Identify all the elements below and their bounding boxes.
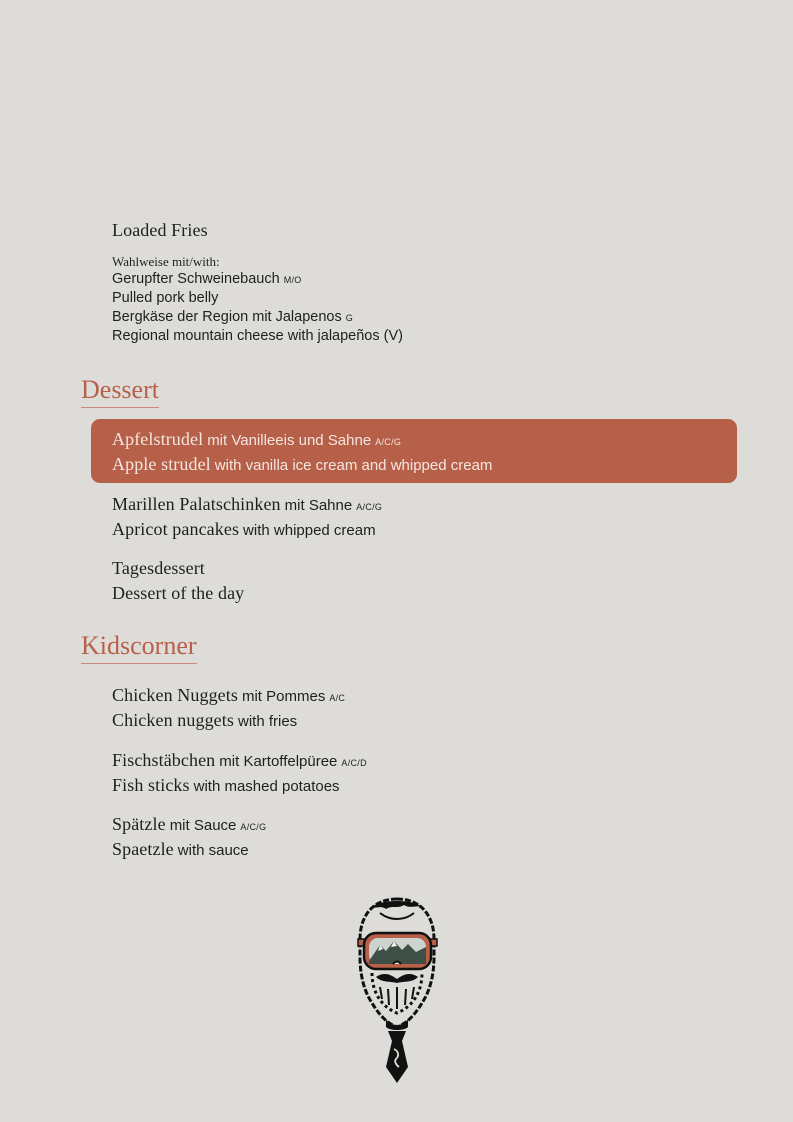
dessert-item-de: Apfelstrudel mit Vanilleeis und Sahne A/C/G bbox=[112, 429, 402, 449]
kids-item-en: Fish sticks with mashed potatoes bbox=[112, 775, 340, 795]
dessert-item-de: Marillen Palatschinken mit Sahne A/C/G bbox=[112, 494, 383, 514]
loaded-fries-option: Regional mountain cheese with jalapeños (V) bbox=[112, 328, 403, 344]
loaded-fries-name: Loaded Fries bbox=[112, 220, 208, 240]
allergen-code: A/C bbox=[329, 693, 346, 703]
allergen-code: A/C/G bbox=[356, 502, 383, 512]
loaded-fries-options-label: Wahlweise mit/with: bbox=[112, 254, 220, 269]
kids-item-en: Spaetzle with sauce bbox=[112, 839, 249, 859]
dessert-item-en: Dessert of the day bbox=[112, 583, 245, 603]
kidscorner-section-title: Kidscorner bbox=[81, 631, 197, 664]
kids-item-de: Chicken Nuggets mit Pommes A/C bbox=[112, 685, 346, 705]
allergen-code: M/O bbox=[283, 275, 302, 285]
allergen-code: A/C/G bbox=[240, 822, 267, 832]
kids-item-de: Fischstäbchen mit Kartoffelpüree A/C/D bbox=[112, 750, 367, 770]
dessert-item-en: Apple strudel with vanilla ice cream and whipped cream bbox=[112, 454, 493, 474]
loaded-fries-option: Bergkäse der Region mit Jalapenos G bbox=[112, 309, 354, 325]
loaded-fries-option: Gerupfter Schweinebauch M/O bbox=[112, 271, 302, 287]
allergen-code: G bbox=[345, 313, 354, 323]
kids-item-en: Chicken nuggets with fries bbox=[112, 710, 298, 730]
dessert-item-en: Apricot pancakes with whipped cream bbox=[112, 519, 376, 539]
kids-item-de: Spätzle mit Sauce A/C/G bbox=[112, 814, 267, 834]
highlighted-menu-item bbox=[91, 419, 737, 483]
dessert-section-title: Dessert bbox=[81, 375, 159, 408]
dessert-item-de: Tagesdessert bbox=[112, 558, 205, 578]
bearded-skier-goggles-logo-icon bbox=[350, 895, 445, 1087]
allergen-code: A/C/D bbox=[341, 758, 367, 768]
allergen-code: A/C/G bbox=[375, 437, 402, 447]
loaded-fries-option: Pulled pork belly bbox=[112, 290, 219, 306]
